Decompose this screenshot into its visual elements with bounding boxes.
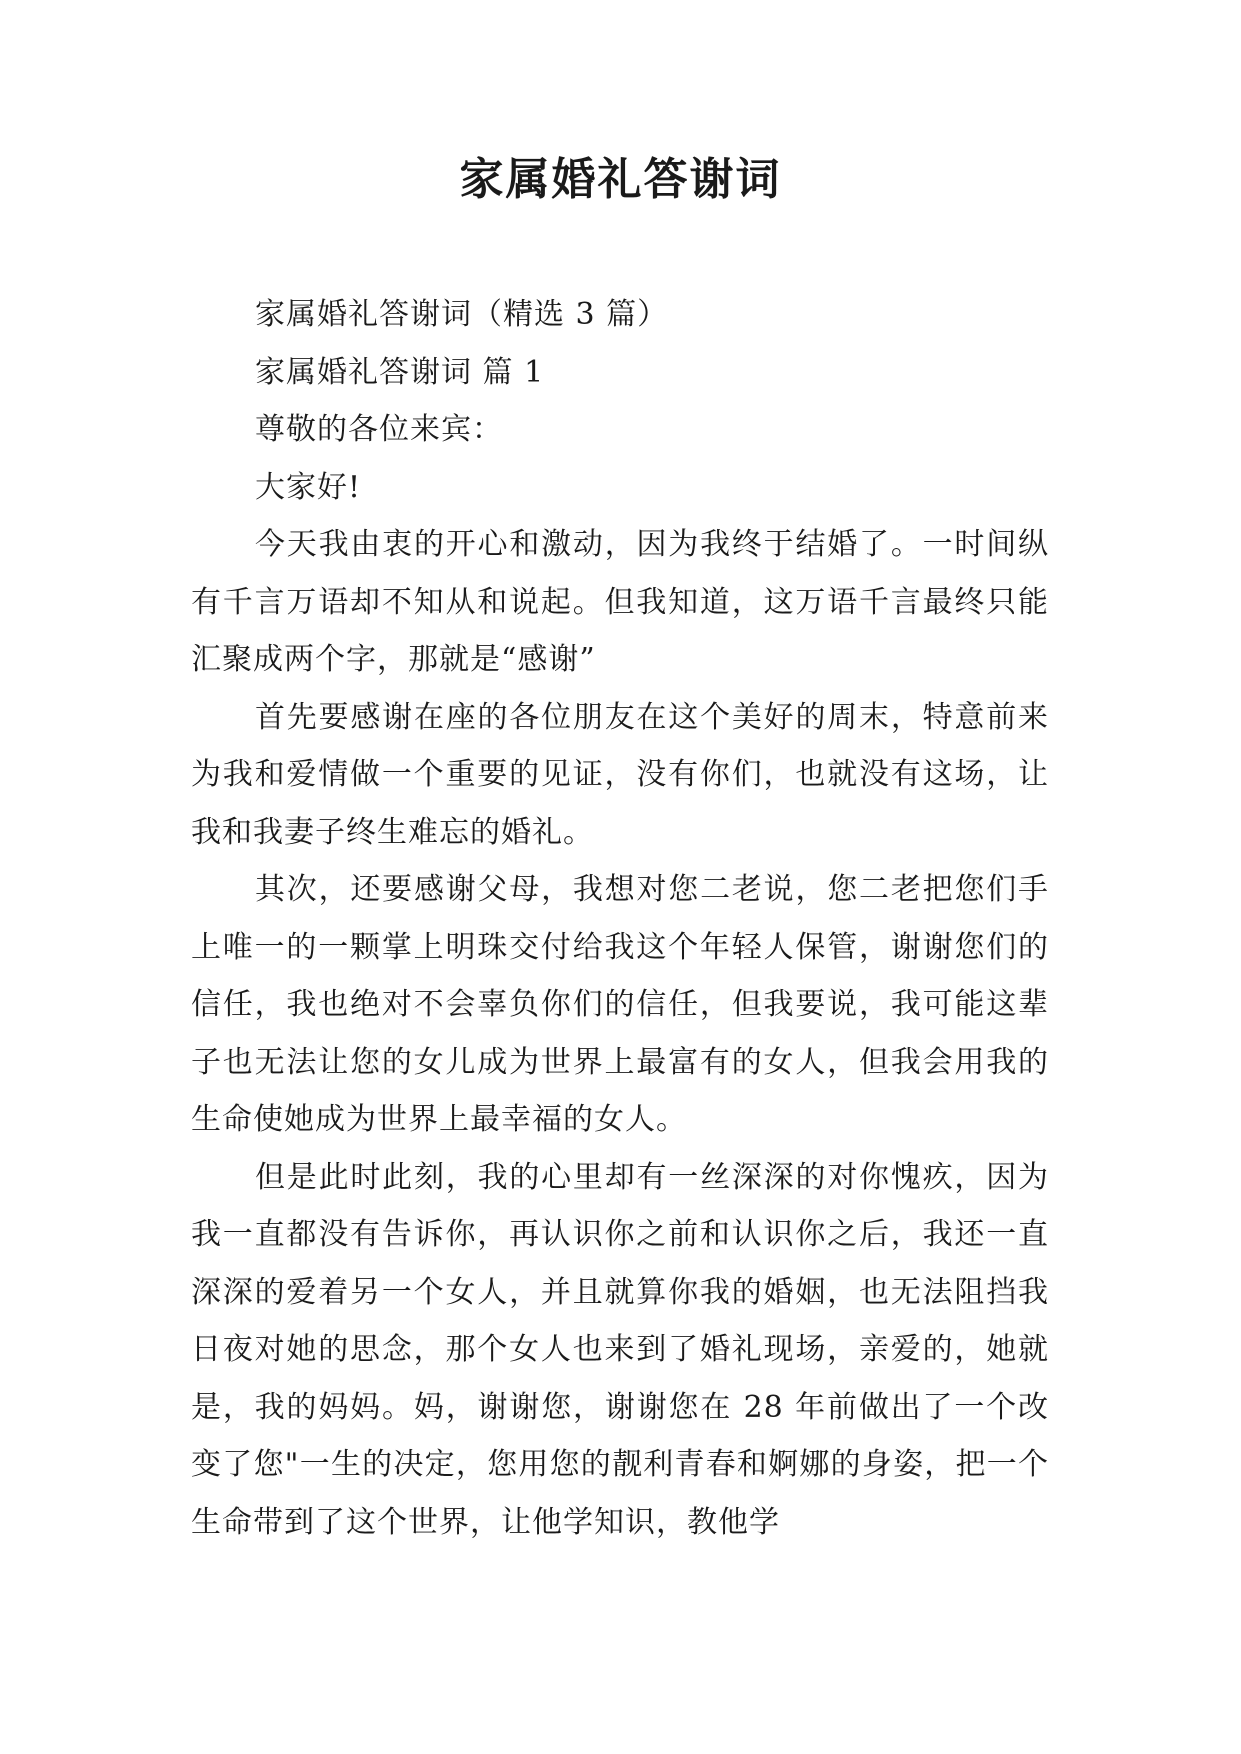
paragraph-thanks-mother: 但是此时此刻，我的心里却有一丝深深的对你愧疚，因为我一直都没有告诉你，再认识你之前和认识你之后，我还一直深深的爱着另一个女人，并且就算你我的婚姻，也无法阻挡我日夜对她的思念，那个女人也来到了婚礼现场，亲爱的，她就是，我的妈妈。妈，谢谢您，谢谢您在 28 年前做出了一个改变了您"一生的决定，您用您的靓利青春和婀娜的身姿，把一个生命带到了这个世界，让他学知识，教他学 [191, 1159, 1049, 1540]
paragraph-salutation: 尊敬的各位来宾： [255, 412, 503, 447]
document-body [191, 286, 1049, 1551]
paragraph-thanks-friends: 首先要感谢在座的各位朋友在这个美好的周末，特意前来为我和爱情做一个重要的见证，没有你们，也就没有这场，让我和我妻子终生难忘的婚礼。 [191, 699, 1049, 850]
paragraph-section-heading: 家属婚礼答谢词 篇 1 [255, 354, 545, 390]
paragraph-opening: 今天我由衷的开心和激动，因为我终于结婚了。一时间纵有千言万语却不知从和说起。但我知道，这万语千言最终只能汇聚成两个字，那就是“感谢” [191, 527, 1049, 677]
document-title: 家属婚礼答谢词 [459, 154, 782, 205]
paragraph-collection-title: 家属婚礼答谢词（精选 3 篇） [255, 297, 669, 332]
paragraph-greeting: 大家好! [255, 469, 362, 505]
paragraph-thanks-parents: 其次，还要感谢父母，我想对您二老说，您二老把您们手上唯一的一颗掌上明珠交付给我这个年轻人保管，谢谢您们的信任，我也绝对不会辜负你们的信任，但我要说，我可能这辈子也无法让您的女儿成为世界上最富有的女人，但我会用我的生命使她成为世界上最幸福的女人。 [191, 872, 1049, 1137]
